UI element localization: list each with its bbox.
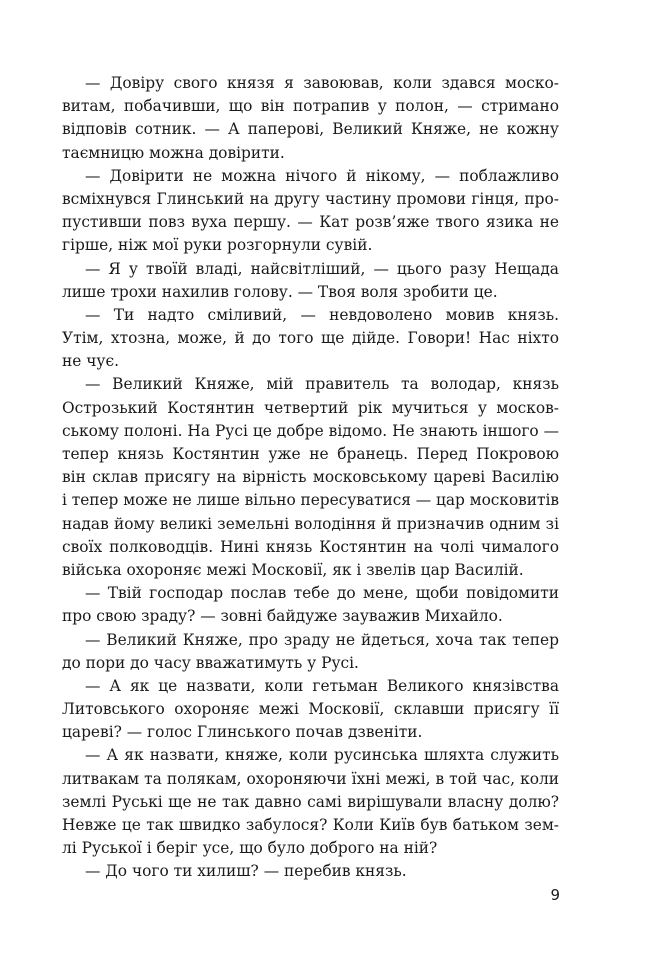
- text-line: гірше, ніж мої руки розгорнули сувій.: [62, 236, 373, 255]
- text-line: до пори до часу вважатимуть у Русі.: [62, 653, 359, 672]
- text-line: — Ти надто сміливий, — невдоволено мовив князь.: [85, 305, 559, 324]
- text-line: — Я у твоїй владі, найсвітліший, — цього разу Нещада: [85, 259, 559, 278]
- text-line: Острозький Костянтин четвертий рік мучиться у москов-: [62, 398, 559, 417]
- text-line: своїх полководців. Нині князь Костянтин на чолі чималого: [62, 537, 559, 556]
- text-line: лише трохи нахилив голову. — Твоя воля зробити це.: [62, 282, 498, 301]
- text-line: — До чого ти хилиш? — перебив князь.: [85, 862, 407, 881]
- text-line: надав йому великі земельні володіння й призначив одним зі: [62, 514, 559, 533]
- body-text: [62, 72, 559, 884]
- text-line: литвакам та полякам, охороняючи їхні межі, в той час, коли: [62, 769, 559, 788]
- text-line: про свою зраду? — зовні байдуже зауважив Михайло.: [62, 607, 503, 626]
- text-line: війська охороняє межі Московії, як і звелів цар Василій.: [62, 560, 524, 579]
- text-line: відповів сотник. — А паперові, Великий Княже, не кожну: [62, 120, 559, 139]
- text-line: він склав присягу на вірність московському цареві Василію: [62, 468, 559, 487]
- text-line: — Довіру свого князя я завоював, коли здався моско-: [85, 74, 559, 92]
- text-line: цареві? — голос Глинського почав дзвеніти.: [62, 723, 423, 742]
- text-line: не чує.: [62, 352, 120, 371]
- text-line: Невже це так швидко забулося? Коли Київ був батьком зем-: [62, 816, 559, 834]
- page-number: 9: [550, 886, 560, 904]
- text-line: всміхнувся Глинський на другу частину промови гінця, про-: [62, 189, 559, 208]
- text-line: Литовського охороняє межі Московії, склавши присягу її: [62, 700, 559, 719]
- text-line: землі Руські ще не так давно самі вирішували власну долю?: [62, 792, 559, 811]
- text-line: таємницю можна довірити.: [62, 143, 285, 162]
- text-line: — А як це назвати, коли гетьман Великого князівства: [85, 676, 559, 695]
- text-line: Утім, хтозна, може, й до того ще дійде. Говори! Нас ніхто: [62, 329, 559, 348]
- text-line: тепер князь Костянтин уже не бранець. Перед Покровою: [62, 445, 559, 463]
- text-line: пустивши повз вуха першу. — Кат розв’яже твого язика не: [62, 213, 559, 232]
- text-line: лі Руської і беріг усе, що було доброго на ній?: [62, 839, 438, 858]
- text-line: ському полоні. На Русі це добре відомо. Не знають іншого —: [62, 421, 559, 440]
- text-line: — А як назвати, княже, коли русинська шляхта служить: [85, 746, 559, 765]
- text-line: — Великий Княже, мій правитель та володар, князь: [85, 375, 559, 394]
- text-line: і тепер може не лише вільно пересуватися — цар московитів: [62, 491, 559, 510]
- text-line: — Твій господар послав тебе до мене, щоби повідомити: [85, 584, 559, 603]
- text-line: — Великий Княже, про зраду не йдеться, хоча так тепер: [85, 630, 559, 649]
- text-line: витам, побачивши, що він потрапив у полон, — стримано: [62, 97, 559, 116]
- text-line: — Довірити не можна нічого й нікому, — поблажливо: [85, 166, 559, 185]
